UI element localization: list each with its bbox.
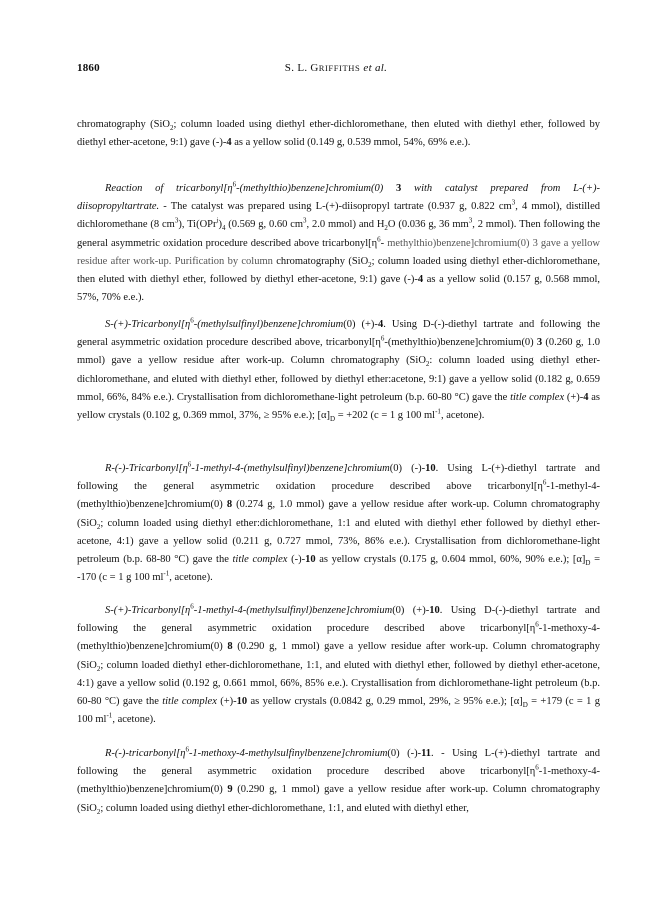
paragraph-6: $R-(-)-tricarbonyl[\eta^6-1-methoxy-4-methylsulfinylbenzene]chromium(0)$ (-)-11. - Using L-(+)-diethyl tartrate and following the general asymmetric oxidation procedure described above $tricarbonyl[\eta^6-1-methoxy-4-(methylthio)benzene]chromium(0)$ 9 (0.290 g, 1 mmol) gave a yellow residue after work-up. Column chromatography (SiO$_2$; column loaded using diethyl ether-dichloromethane, 1:1, and eluted with diethyl ether, (77, 745, 601, 816)
paragraph-1: chromatography (SiO$_2$; column loaded using diethyl ether-dichloromethane, then eluted with diethyl ether, followed by diethyl ether-acetone, 9:1) gave (-)-4 as a yellow solid (0.149 g, 0.539 mmol, 54%, 69% e.e.). (77, 119, 600, 149)
paragraph-2: Reaction of $tricarbonyl[\eta^6-(methylthio)benzene]chromium(0)$ 3 with catalyst prepared from L-(+)-diisopropyltartrate. - The catalyst was prepared using L-(+)-diisopropyl tartrate (0.937 g, 0.822 $cm^3$, 4 mmol), distilled dichloromethane (8 $cm^3$), $Ti(OPr^i)_4$ (0.569 g, 0.60 $cm^3$, 2.0 mmol) and $H_2O$ (0.036 g, 36 $mm^3$, 2 mmol). Then following the general asymmetric oxidation procedure described above $tricarbonyl[\eta^6-$ methylthio)benzene]chromium(0) 3 gave a yellow residue after work-up. Purification by column chromatography (SiO$_2$; column loaded using diethyl ether-dichloromethane, then eluted with diethyl ether, followed by diethyl ether-acetone, 9:1) gave (-)-4 as a yellow solid (0.157 g, 0.568 mmol, 57%, 70% e.e.). (77, 180, 601, 304)
paragraph-5: $S-(+)-Tricarbonyl[\eta^6-1-methyl-4-(methylsulfinyl)benzene]chromium(0)$ (+)-10. Using D-(-)-diethyl tartrate and following the general asymmetric oxidation procedure described above $tricarbonyl[\eta^6-1-methoxy-4-(methylthio)benzene]chromium(0)$ 8 (0.290 g, 1 mmol) gave a yellow residue after work-up. Column chromatography (SiO$_2$; column loaded diethyl ether-dichloromethane, 1:1, and eluted with diethyl ether, followed by diethyl ether-acetone, 4:1) gave a yellow solid (0.192 g, 0.661 mmol, 66%, 85% e.e.). Crystallisation from dichloromethane-light petroleum (b.p. 60-80 °C) gave the title complex (+)-10 as yellow crystals (0.0842 g, 0.29 mmol, 29%, ≥ 95% e.e.); $[\alpha]_D = +179$ (c = 1 g 100 $ml^{-1}$, acetone). (77, 602, 601, 726)
running-header (0, 62, 672, 78)
paragraph-4: $R-(-)-Tricarbonyl[\eta^6-1-methyl-4-(methylsulfinyl)benzene]chromium(0)$ (-)-10. Using L-(+)-diethyl tartrate and following the general asymmetric oxidation procedure described above $tricarbonyl[\eta^6-1-methyl-4-(methylthio)benzene]chromium(0)$ 8 (0.274 g, 1.0 mmol) gave a yellow residue after work-up. Column chromatography (SiO$_2$; column loaded using diethyl ether:dichloromethane, 1:1 and eluted with diethyl ether followed by diethyl ether-acetone, 4:1) gave a yellow solid (0.211 g, 0.727 mmol, 73%, 86% e.e.). Crystallisation from dichloromethane-light petroleum (b.p. 68-80 °C) gave the title complex (-)-10 as yellow crystals (0.175 g, 0.604 mmol, 60%, 90% e.e.); $[\alpha]_D = -170$ (c = 1 g 100 $ml^{-1}$, acetone). (77, 460, 600, 584)
page-number: 1860 (77, 62, 100, 74)
author-line: S. L. GRIFFITHS et al. (284, 62, 388, 74)
paragraph-3: $S-(+)-Tricarbonyl[\eta^6-(methylsulfinyl)benzene]chromium(0)$ (+)-4. Using D-(-)-diethyl tartrate and following the general asymmetric oxidation procedure described above, $tricarbonyl[\eta^6-(methylthio)benzene]chromium(0)$ 3 (0.260 g, 1.0 mmol) gave a yellow residue after work-up. Column chromatography (SiO$_2$: column loaded using diethyl ether-dichloromethane, and eluted with diethyl ether, followed by diethyl ether:acetone, 9:1) gave a yellow solid (0.182 g, 0.659 mmol, 66%, 84% e.e.). Crystallisation from dichloromethane-light petroleum (b.p. 60-80 °C) gave the title complex (+)-4 as yellow crystals (0.102 g, 0.369 mmol, 37%, ≥ 95% e.e.); $[\alpha]_D = +202$ (c = 1 g 100 $ml^{-1}$, acetone). (77, 316, 601, 424)
